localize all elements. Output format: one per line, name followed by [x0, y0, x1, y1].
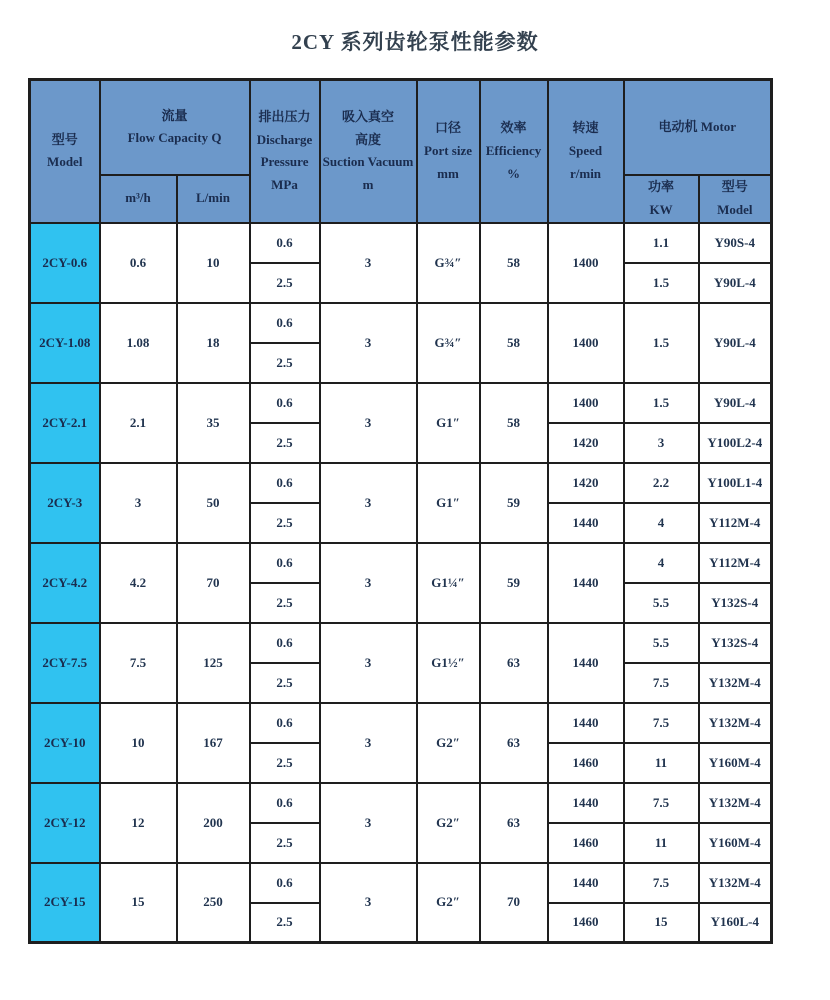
cell-speed: 1400: [548, 303, 624, 383]
header-speed: 转速 Speed r/min: [548, 80, 624, 223]
cell-motor-model: Y90L-4: [699, 263, 772, 303]
cell-motor-model: Y100L1-4: [699, 463, 772, 503]
cell-efficiency: 70: [480, 863, 548, 943]
cell-efficiency: 58: [480, 223, 548, 303]
page-title: 2CY 系列齿轮泵性能参数: [291, 30, 539, 54]
cell-suction-vacuum: 3: [320, 703, 417, 783]
header-model: 型号 Model: [30, 80, 100, 223]
cell-discharge-pressure: 2.5: [250, 423, 320, 463]
cell-motor-model: Y160M-4: [699, 743, 772, 783]
table-row: [30, 383, 772, 423]
header-flow-unit-lmin: L/min: [177, 175, 250, 223]
cell-motor-power: 11: [624, 743, 699, 783]
cell-flow-lmin: 35: [177, 383, 250, 463]
cell-discharge-pressure: 0.6: [250, 543, 320, 583]
pump-spec-table: [28, 78, 773, 944]
cell-model: 2CY-0.6: [30, 223, 100, 303]
cell-speed: 1420: [548, 463, 624, 503]
cell-suction-vacuum: 3: [320, 383, 417, 463]
cell-discharge-pressure: 0.6: [250, 863, 320, 903]
cell-discharge-pressure: 0.6: [250, 703, 320, 743]
cell-model: 2CY-10: [30, 703, 100, 783]
table-body: [30, 223, 772, 943]
cell-discharge-pressure: 2.5: [250, 263, 320, 303]
cell-flow-lmin: 125: [177, 623, 250, 703]
header-flow-capacity: 流量 Flow Capacity Q: [100, 80, 250, 175]
cell-motor-model: Y90L-4: [699, 383, 772, 423]
cell-motor-power: 1.1: [624, 223, 699, 263]
cell-discharge-pressure: 2.5: [250, 343, 320, 383]
header-motor-power: 功率 KW: [624, 175, 699, 223]
cell-speed: 1440: [548, 623, 624, 703]
cell-motor-power: 11: [624, 823, 699, 863]
header-port-size: 口径 Port size mm: [417, 80, 480, 223]
cell-suction-vacuum: 3: [320, 863, 417, 943]
cell-motor-model: Y90L-4: [699, 303, 772, 383]
cell-efficiency: 58: [480, 383, 548, 463]
header-motor-model: 型号 Model: [699, 175, 772, 223]
cell-port-size: G1″: [417, 383, 480, 463]
cell-motor-model: Y132S-4: [699, 583, 772, 623]
cell-speed: 1440: [548, 543, 624, 623]
cell-flow-m3h: 4.2: [100, 543, 177, 623]
cell-port-size: G2″: [417, 783, 480, 863]
cell-motor-power: 4: [624, 543, 699, 583]
cell-suction-vacuum: 3: [320, 223, 417, 303]
cell-flow-m3h: 15: [100, 863, 177, 943]
cell-speed: 1440: [548, 783, 624, 823]
cell-motor-model: Y160L-4: [699, 903, 772, 943]
cell-motor-model: Y132M-4: [699, 663, 772, 703]
cell-discharge-pressure: 0.6: [250, 783, 320, 823]
table-header: [30, 80, 772, 223]
cell-efficiency: 63: [480, 623, 548, 703]
cell-flow-m3h: 0.6: [100, 223, 177, 303]
cell-efficiency: 63: [480, 703, 548, 783]
cell-motor-power: 3: [624, 423, 699, 463]
cell-discharge-pressure: 2.5: [250, 663, 320, 703]
cell-port-size: G¾″: [417, 223, 480, 303]
cell-speed: 1400: [548, 383, 624, 423]
cell-motor-power: 1.5: [624, 383, 699, 423]
cell-flow-lmin: 18: [177, 303, 250, 383]
table-row: [30, 543, 772, 583]
cell-port-size: G1″: [417, 463, 480, 543]
cell-port-size: G2″: [417, 863, 480, 943]
cell-motor-model: Y160M-4: [699, 823, 772, 863]
cell-motor-power: 1.5: [624, 263, 699, 303]
cell-motor-model: Y100L2-4: [699, 423, 772, 463]
header-discharge-pressure: 排出压力 Discharge Pressure MPa: [250, 80, 320, 223]
cell-motor-power: 7.5: [624, 703, 699, 743]
table-row: [30, 303, 772, 343]
cell-motor-model: Y112M-4: [699, 543, 772, 583]
cell-speed: 1460: [548, 823, 624, 863]
cell-port-size: G2″: [417, 703, 480, 783]
cell-discharge-pressure: 2.5: [250, 823, 320, 863]
cell-motor-model: Y112M-4: [699, 503, 772, 543]
cell-speed: 1460: [548, 743, 624, 783]
header-motor: 电动机 Motor: [624, 80, 772, 175]
cell-flow-lmin: 50: [177, 463, 250, 543]
cell-motor-power: 4: [624, 503, 699, 543]
cell-suction-vacuum: 3: [320, 623, 417, 703]
cell-flow-lmin: 10: [177, 223, 250, 303]
header-efficiency: 效率 Efficiency %: [480, 80, 548, 223]
cell-motor-power: 7.5: [624, 663, 699, 703]
cell-model: 2CY-3: [30, 463, 100, 543]
cell-model: 2CY-2.1: [30, 383, 100, 463]
table-row: [30, 623, 772, 663]
cell-speed: 1440: [548, 863, 624, 903]
cell-flow-lmin: 167: [177, 703, 250, 783]
cell-flow-lmin: 200: [177, 783, 250, 863]
cell-motor-power: 7.5: [624, 863, 699, 903]
cell-flow-lmin: 250: [177, 863, 250, 943]
cell-speed: 1420: [548, 423, 624, 463]
cell-motor-model: Y132M-4: [699, 863, 772, 903]
cell-motor-power: 7.5: [624, 783, 699, 823]
cell-flow-m3h: 2.1: [100, 383, 177, 463]
cell-discharge-pressure: 0.6: [250, 223, 320, 263]
cell-discharge-pressure: 0.6: [250, 303, 320, 343]
cell-suction-vacuum: 3: [320, 783, 417, 863]
cell-speed: 1440: [548, 703, 624, 743]
cell-discharge-pressure: 0.6: [250, 623, 320, 663]
table-row: [30, 223, 772, 263]
cell-suction-vacuum: 3: [320, 303, 417, 383]
cell-flow-m3h: 1.08: [100, 303, 177, 383]
cell-model: 2CY-7.5: [30, 623, 100, 703]
cell-efficiency: 59: [480, 463, 548, 543]
cell-efficiency: 58: [480, 303, 548, 383]
table-row: [30, 463, 772, 503]
cell-speed: 1460: [548, 903, 624, 943]
cell-suction-vacuum: 3: [320, 543, 417, 623]
cell-speed: 1400: [548, 223, 624, 303]
cell-motor-power: 5.5: [624, 583, 699, 623]
cell-motor-model: Y90S-4: [699, 223, 772, 263]
header-suction-vacuum: 吸入真空 高度 Suction Vacuum m: [320, 80, 417, 223]
cell-flow-m3h: 7.5: [100, 623, 177, 703]
cell-flow-m3h: 12: [100, 783, 177, 863]
cell-flow-m3h: 3: [100, 463, 177, 543]
cell-discharge-pressure: 0.6: [250, 383, 320, 423]
cell-motor-model: Y132M-4: [699, 703, 772, 743]
cell-discharge-pressure: 2.5: [250, 503, 320, 543]
cell-motor-power: 2.2: [624, 463, 699, 503]
cell-model: 2CY-1.08: [30, 303, 100, 383]
cell-port-size: G1½″: [417, 623, 480, 703]
cell-motor-power: 5.5: [624, 623, 699, 663]
cell-motor-model: Y132M-4: [699, 783, 772, 823]
table-row: [30, 703, 772, 743]
cell-motor-power: 15: [624, 903, 699, 943]
cell-port-size: G1¼″: [417, 543, 480, 623]
cell-discharge-pressure: 2.5: [250, 583, 320, 623]
cell-speed: 1440: [548, 503, 624, 543]
table-row: [30, 863, 772, 903]
cell-discharge-pressure: 2.5: [250, 903, 320, 943]
cell-motor-model: Y132S-4: [699, 623, 772, 663]
cell-motor-power: 1.5: [624, 303, 699, 383]
cell-efficiency: 59: [480, 543, 548, 623]
cell-discharge-pressure: 0.6: [250, 463, 320, 503]
cell-flow-m3h: 10: [100, 703, 177, 783]
cell-efficiency: 63: [480, 783, 548, 863]
header-flow-unit-m3h: m³/h: [100, 175, 177, 223]
cell-model: 2CY-12: [30, 783, 100, 863]
table-row: [30, 783, 772, 823]
cell-model: 2CY-4.2: [30, 543, 100, 623]
cell-port-size: G¾″: [417, 303, 480, 383]
cell-suction-vacuum: 3: [320, 463, 417, 543]
cell-flow-lmin: 70: [177, 543, 250, 623]
cell-discharge-pressure: 2.5: [250, 743, 320, 783]
cell-model: 2CY-15: [30, 863, 100, 943]
